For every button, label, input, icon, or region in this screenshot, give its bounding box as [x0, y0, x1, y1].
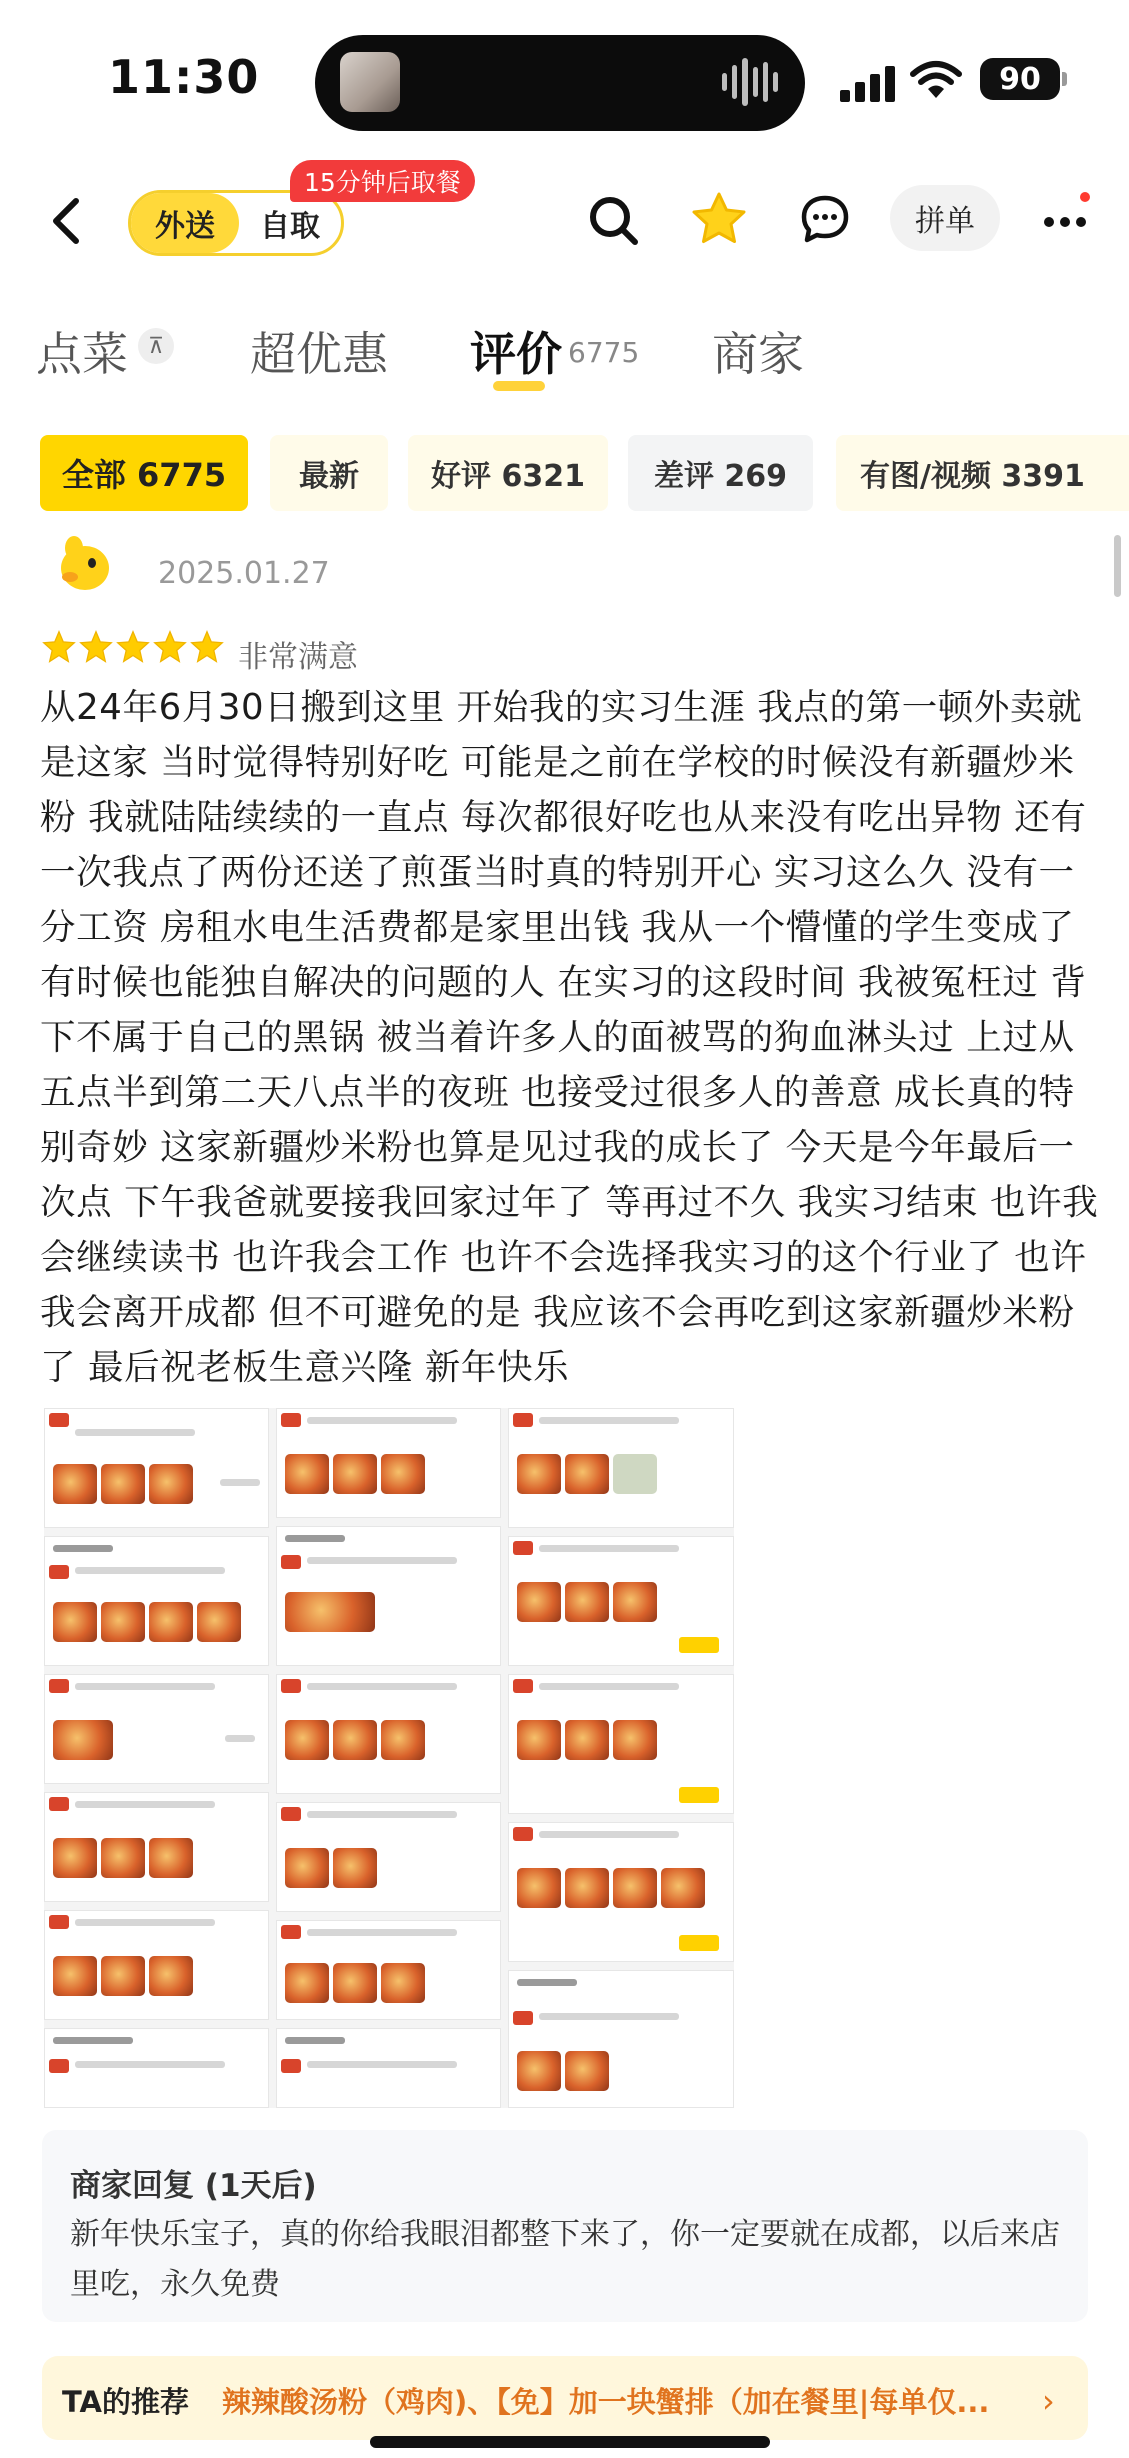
order-screenshot: [276, 1408, 501, 1518]
search-icon[interactable]: [585, 192, 641, 248]
rating-star-icon: [79, 630, 113, 664]
favorite-star-icon[interactable]: [690, 190, 748, 248]
order-screenshot: [44, 2028, 269, 2108]
order-screenshot: [276, 2028, 501, 2108]
filter-latest-chip[interactable]: 最新: [270, 435, 388, 511]
filter-all-chip[interactable]: 全部 6775: [40, 435, 248, 511]
rating-star-icon: [116, 630, 150, 664]
rating-stars: [42, 630, 224, 670]
recommendation-label: TA的推荐: [62, 2385, 189, 2419]
order-screenshot: [276, 1920, 501, 2020]
collapse-icon[interactable]: ⊼: [138, 328, 174, 364]
order-screenshot: [44, 1792, 269, 1902]
tab-deals[interactable]: 超优惠: [250, 327, 388, 381]
mode-pickup-button[interactable]: 自取: [260, 209, 320, 244]
group-order-button[interactable]: 拼单: [890, 185, 1000, 251]
mode-delivery-button[interactable]: 外送: [131, 193, 239, 253]
home-indicator[interactable]: [370, 2436, 770, 2448]
cellular-signal-icon: [840, 64, 896, 102]
tab-shop[interactable]: 商家: [712, 327, 804, 381]
order-screenshot: [508, 1408, 734, 1528]
filter-media-chip[interactable]: 有图/视频 3391: [836, 435, 1129, 511]
tab-reviews-count: 6775: [568, 336, 640, 369]
order-screenshot: [44, 1408, 269, 1528]
now-playing-thumbnail: [340, 52, 400, 112]
order-screenshot: [276, 1802, 501, 1912]
active-tab-indicator: [493, 381, 545, 391]
back-icon[interactable]: [44, 195, 88, 247]
pickup-time-badge: 15分钟后取餐: [290, 160, 475, 202]
battery-cap: [1062, 72, 1067, 86]
more-icon[interactable]: [1040, 200, 1090, 240]
notification-dot: [1080, 192, 1090, 202]
order-screenshot: [508, 1536, 734, 1666]
tab-reviews[interactable]: 评价: [470, 327, 562, 381]
rating-text: 非常满意: [238, 640, 358, 675]
filter-bad-chip[interactable]: 差评 269: [628, 435, 813, 511]
review-text: 从24年6月30日搬到这里 开始我的实习生涯 我点的第一顿外卖就是这家 当时觉得特别好吃 可能是之前在学校的时候没有新疆炒米粉 我就陆陆续续的一直点 每次都很好吃也从来没有吃出异物 还有一次我点了两份还送了煎蛋当时真的特别开心 实习这么久 没有一分工资 房租水电生活费都是家里出钱 我从一个懵懂的学生变成了有时候也能独自解决的问题的人 在实习的这段时间 我被冤枉过 背下不属于自己的黑锅 被当着许多人的面被骂的狗血淋头过 上过从五点半到第二天八点半的夜班 也接受过很多人的善意 成长真的特别奇妙 这家新疆炒米粉也算是见过我的成长了 今天是今年最后一次点 下午我爸就要接我回家过年了 等再过不久 我实习结束 也许我会继续读书 也许我会工作 也许不会选择我实习的这个行业了 也许我会离开成都 但不可避免的是 我应该不会再吃到这家新疆炒米粉了 最后祝老板生意兴隆 新年快乐: [40, 687, 1099, 1388]
order-screenshot: [44, 1674, 269, 1784]
status-time: 11:30: [108, 50, 260, 104]
order-screenshot: [508, 1674, 734, 1814]
order-screenshot: [44, 1536, 269, 1666]
chat-icon[interactable]: [800, 194, 850, 244]
review-photo[interactable]: [44, 1408, 734, 2108]
chevron-right-icon[interactable]: ›: [1042, 2382, 1055, 2420]
review-date: 2025.01.27: [158, 556, 330, 591]
rating-star-icon: [42, 630, 76, 664]
tab-order[interactable]: 点菜: [36, 327, 128, 381]
rating-star-icon: [190, 630, 224, 664]
order-screenshot: [508, 1822, 734, 1962]
filter-good-chip[interactable]: 好评 6321: [408, 435, 608, 511]
scrollbar[interactable]: [1114, 535, 1121, 597]
merchant-reply-text: 新年快乐宝子，真的你给我眼泪都整下来了，你一定要就在成都，以后来店里吃，永久免费: [70, 2217, 1060, 2302]
wifi-icon: [910, 60, 962, 100]
order-screenshot: [508, 1970, 734, 2108]
order-screenshot: [44, 1910, 269, 2020]
user-avatar[interactable]: [52, 530, 118, 596]
recommendation-text[interactable]: 辣辣酸汤粉（鸡肉)、【免】加一块蟹排（加在餐里|每单仅...: [222, 2385, 990, 2419]
order-screenshot: [276, 1526, 501, 1666]
merchant-reply-title: 商家回复 (1天后): [70, 2168, 317, 2204]
audio-wave-icon: [722, 55, 778, 109]
order-screenshot: [276, 1674, 501, 1794]
battery-indicator: 90: [980, 58, 1060, 100]
rating-star-icon: [153, 630, 187, 664]
